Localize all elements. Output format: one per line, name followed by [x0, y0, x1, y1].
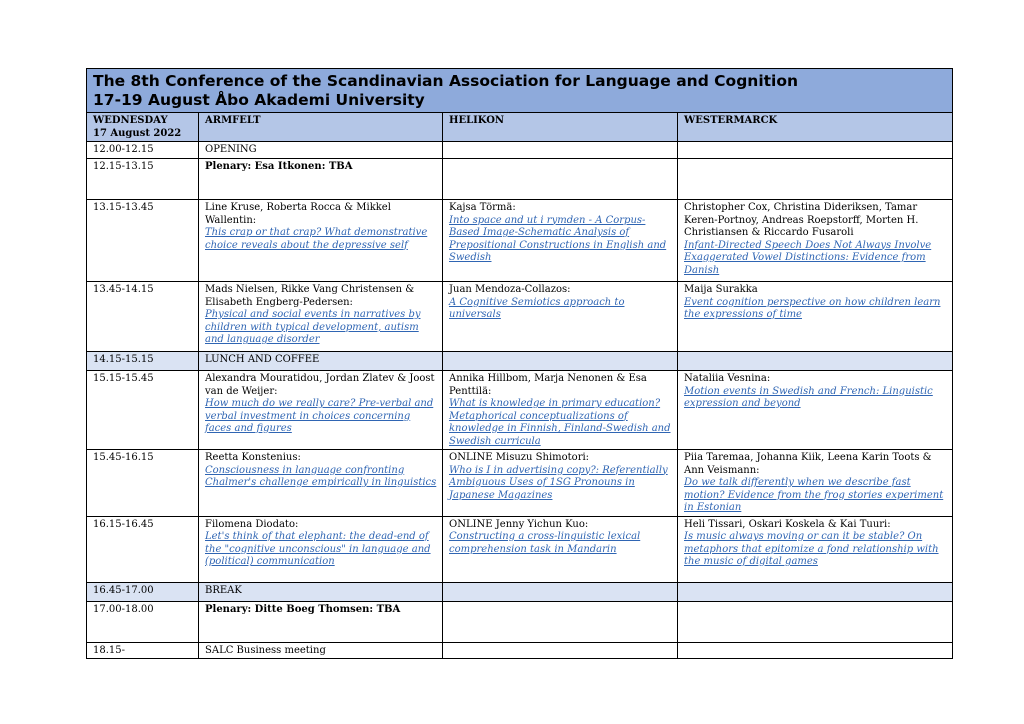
plenary-session: Plenary: Esa Itkonen: TBA [199, 159, 443, 200]
time-slot: 16.15-16.45 [87, 516, 199, 582]
empty-cell [443, 352, 678, 371]
talk-title-link[interactable]: Into space and ut i rymden - A Corpus-Based Image-Schematic Analysis of Prepositional Constructions in English and Swedish [449, 214, 667, 263]
talk-title-link[interactable]: Consciousness in language confronting Chalmer's challenge empirically in linguistics [205, 464, 437, 488]
empty-cell [443, 582, 678, 601]
title-line-2: 17-19 August Åbo Akademi University [93, 91, 425, 109]
schedule-row [87, 642, 953, 659]
talk-title-link[interactable]: This crap or that crap? What demonstrative choice reveals about the depressive self [205, 227, 428, 251]
talk-authors: Kajsa Törmä: [449, 202, 516, 213]
empty-cell [443, 159, 678, 200]
talk-authors: Nataliia Vesnina: [684, 373, 771, 384]
time-slot: 17.00-18.00 [87, 601, 199, 642]
date-label: 17 August 2022 [93, 127, 182, 139]
time-slot: 15.15-15.45 [87, 371, 199, 450]
schedule-table [86, 68, 953, 659]
empty-cell [678, 582, 953, 601]
talk-authors: Reetta Konstenius: [205, 452, 301, 463]
talk-cell [443, 371, 678, 450]
empty-cell [678, 142, 953, 159]
talk-cell [678, 450, 953, 517]
talk-authors: Mads Nielsen, Rikke Vang Christensen & Elisabeth Engberg-Pedersen: [205, 284, 415, 308]
talk-cell [443, 200, 678, 282]
talk-authors: Line Kruse, Roberta Rocca & Mikkel Wallentin: [205, 202, 391, 226]
header-row [87, 113, 953, 142]
talk-authors: Annika Hillbom, Marja Nenonen & Esa Penttilä: [449, 373, 647, 397]
plenary-session: Plenary: Ditte Boeg Thomsen: TBA [199, 601, 443, 642]
talk-authors: Alexandra Mouratidou, Jordan Zlatev & Joost van de Weijer: [205, 373, 435, 397]
room-header-armfelt: ARMFELT [199, 113, 443, 142]
talk-cell [678, 371, 953, 450]
empty-cell [443, 142, 678, 159]
day-header [87, 113, 199, 142]
talk-cell [678, 516, 953, 582]
talk-cell [199, 282, 443, 352]
schedule-row [87, 450, 953, 517]
talk-cell [678, 282, 953, 352]
time-slot: 12.15-13.15 [87, 159, 199, 200]
session-label: OPENING [199, 142, 443, 159]
talk-authors: Piia Taremaa, Johanna Kiik, Leena Karin Toots & Ann Veismann: [684, 452, 932, 476]
talk-cell [443, 516, 678, 582]
empty-cell [678, 159, 953, 200]
talk-title-link[interactable]: Let's think of that elephant: the dead-end of the "cognitive unconscious" in language and (political) communication [205, 531, 431, 567]
title-line-1: The 8th Conference of the Scandinavian Association for Language and Cognition [93, 72, 799, 90]
talk-authors: Heli Tissari, Oskari Koskela & Kai Tuuri: [684, 518, 891, 530]
time-slot: 13.45-14.15 [87, 282, 199, 352]
session-label: BREAK [199, 582, 443, 601]
talk-cell [199, 371, 443, 450]
talk-cell [199, 200, 443, 282]
schedule-row [87, 516, 953, 582]
schedule-row [87, 352, 953, 371]
session-label: SALC Business meeting [199, 642, 443, 659]
room-header-westermarck: WESTERMARCK [678, 113, 953, 142]
time-slot: 13.15-13.45 [87, 200, 199, 282]
time-slot: 15.45-16.15 [87, 450, 199, 517]
talk-title-link[interactable]: How much do we really care? Pre-verbal and verbal investment in choices concerning faces and figures [205, 398, 434, 434]
talk-authors: Juan Mendoza-Collazos: [449, 284, 571, 295]
talk-cell [443, 282, 678, 352]
talk-title-link[interactable]: Event cognition perspective on how children learn the expressions of time [684, 296, 941, 320]
conference-title [87, 69, 953, 113]
talk-authors: ONLINE Misuzu Shimotori: [449, 452, 590, 463]
talk-title-link[interactable]: Do we talk differently when we describe fast motion? Evidence from the frog stories experiment in Estonian [684, 477, 944, 513]
talk-authors: Christopher Cox, Christina Dideriksen, Tamar Keren-Portnoy, Andreas Roepstorff, Morten H. Christiansen & Riccardo Fusaroli [684, 202, 919, 238]
talk-authors: ONLINE Jenny Yichun Kuo: [449, 518, 589, 530]
talk-authors: Maija Surakka [684, 284, 758, 295]
schedule-row [87, 282, 953, 352]
room-header-helikon: HELIKON [443, 113, 678, 142]
talk-title-link[interactable]: Physical and social events in narratives by children with typical development, autism and language disorder [205, 309, 421, 345]
talk-authors: Filomena Diodato: [205, 518, 299, 530]
talk-cell [678, 200, 953, 282]
talk-cell [443, 450, 678, 517]
schedule-row [87, 601, 953, 642]
time-slot: 18.15- [87, 642, 199, 659]
empty-cell [678, 601, 953, 642]
talk-title-link[interactable]: Infant-Directed Speech Does Not Always Involve Exaggerated Vowel Distinctions: Evidence from Danish [684, 239, 932, 276]
schedule-row [87, 371, 953, 450]
session-label: LUNCH AND COFFEE [199, 352, 443, 371]
schedule-row [87, 200, 953, 282]
talk-cell [199, 516, 443, 582]
schedule-row [87, 142, 953, 159]
empty-cell [678, 352, 953, 371]
talk-title-link[interactable]: What is knowledge in primary education? Metaphorical conceptualizations of knowledge in Finnish, Finland-Swedish and Swedish curricula [449, 398, 671, 447]
empty-cell [678, 642, 953, 659]
empty-cell [443, 601, 678, 642]
empty-cell [443, 642, 678, 659]
talk-cell [199, 450, 443, 517]
talk-title-link[interactable]: A Cognitive Semiotics approach to universals [449, 296, 625, 320]
time-slot: 12.00-12.15 [87, 142, 199, 159]
schedule-row [87, 582, 953, 601]
time-slot: 14.15-15.15 [87, 352, 199, 371]
talk-title-link[interactable]: Is music always moving or can it be stable? On metaphors that epitomize a fond relationship with the music of digital games [684, 531, 939, 567]
schedule-row [87, 159, 953, 200]
talk-title-link[interactable]: Constructing a cross-linguistic lexical comprehension task in Mandarin [449, 531, 641, 555]
talk-title-link[interactable]: Who is I in advertising copy?: Referentially Ambiguous Uses of 1SG Pronouns in Japanese Magazines [449, 464, 668, 501]
day-label: WEDNESDAY [93, 115, 168, 126]
talk-title-link[interactable]: Motion events in Swedish and French: Linguistic expression and beyond [684, 385, 933, 409]
time-slot: 16.45-17.00 [87, 582, 199, 601]
